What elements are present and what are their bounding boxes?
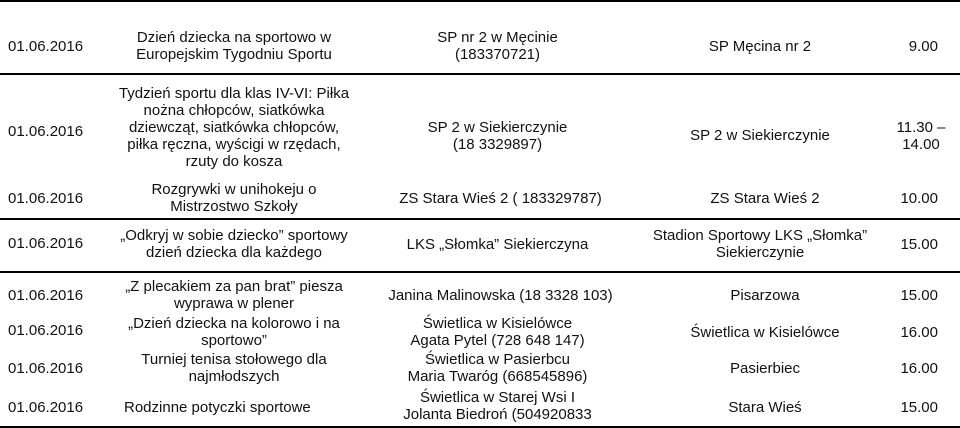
event-place: Pisarzowa [730, 287, 800, 304]
event-title: „Odkryj w sobie dziecko” sportowy dzień dziecka dla każdego [120, 227, 348, 261]
event-time: 15.00 [900, 399, 938, 416]
event-time: 16.00 [900, 360, 938, 377]
event-organizer: SP nr 2 w Męcinie (183370721) [437, 29, 558, 63]
row-divider [0, 0, 960, 2]
event-organizer: SP 2 w Siekierczynie (18 3329897) [427, 119, 568, 153]
event-date: 01.06.2016 [8, 287, 84, 304]
row-divider [0, 73, 960, 75]
event-place: SP 2 w Siekierczynie [690, 127, 830, 144]
event-time: 16.00 [900, 324, 938, 341]
event-title: „Z plecakiem za pan brat” piesza wyprawa w plener [125, 278, 343, 312]
event-organizer: ZS Stara Wieś 2 ( 183329787) [399, 190, 602, 207]
event-date: 01.06.2016 [8, 190, 84, 207]
event-date: 01.06.2016 [8, 235, 84, 252]
event-place: SP Męcina nr 2 [708, 38, 812, 55]
event-title: „Dzień dziecka na kolorowo i na sportowo” [128, 315, 340, 349]
event-organizer: Świetlica w Starej Wsi I Jolanta Biedroń (504920833 [403, 389, 592, 423]
event-place: Stadion Sportowy LKS „Słomka” Siekierczynie [652, 227, 868, 261]
event-place: Świetlica w Kisielówce [690, 324, 840, 341]
event-organizer: Świetlica w Pasierbcu Maria Twaróg (668545896) [407, 351, 588, 385]
event-organizer: Świetlica w Kisielówce Agata Pytel (728 648 147) [410, 315, 585, 349]
event-date: 01.06.2016 [8, 360, 84, 377]
event-title: Turniej tenisa stołowego dla najmłodszych [141, 351, 327, 385]
event-time: 9.00 [908, 38, 938, 55]
event-title: Dzień dziecka na sportowo w Europejskim Tygodniu Sportu [136, 29, 332, 63]
event-title: Rodzinne potyczki sportowe [124, 399, 311, 416]
event-organizer: Janina Malinowska (18 3328 103) [388, 287, 613, 304]
event-time: 15.00 [900, 236, 938, 253]
event-place: Stara Wieś [728, 399, 802, 416]
event-date: 01.06.2016 [8, 399, 84, 416]
row-divider [0, 271, 960, 273]
event-title: Tydzień sportu dla klas IV-VI: Piłka nożna chłopców, siatkówka dziewcząt, siatkówka chłopców, piłka ręczna, wyścigi w rzędach, rzuty do kosza [118, 85, 350, 170]
event-date: 01.06.2016 [8, 123, 84, 140]
event-place: ZS Stara Wieś 2 [710, 190, 820, 207]
event-time: 11.30 – 14.00 [896, 119, 946, 153]
event-time: 10.00 [900, 190, 938, 207]
row-divider [0, 218, 960, 220]
event-title: Rozgrywki w unihokeju o Mistrzostwo Szkoły [151, 181, 317, 215]
event-date: 01.06.2016 [8, 322, 84, 339]
event-time: 15.00 [900, 287, 938, 304]
event-organizer: LKS „Słomka” Siekierczyna [406, 236, 589, 253]
event-place: Pasierbiec [729, 360, 801, 377]
event-date: 01.06.2016 [8, 38, 84, 55]
